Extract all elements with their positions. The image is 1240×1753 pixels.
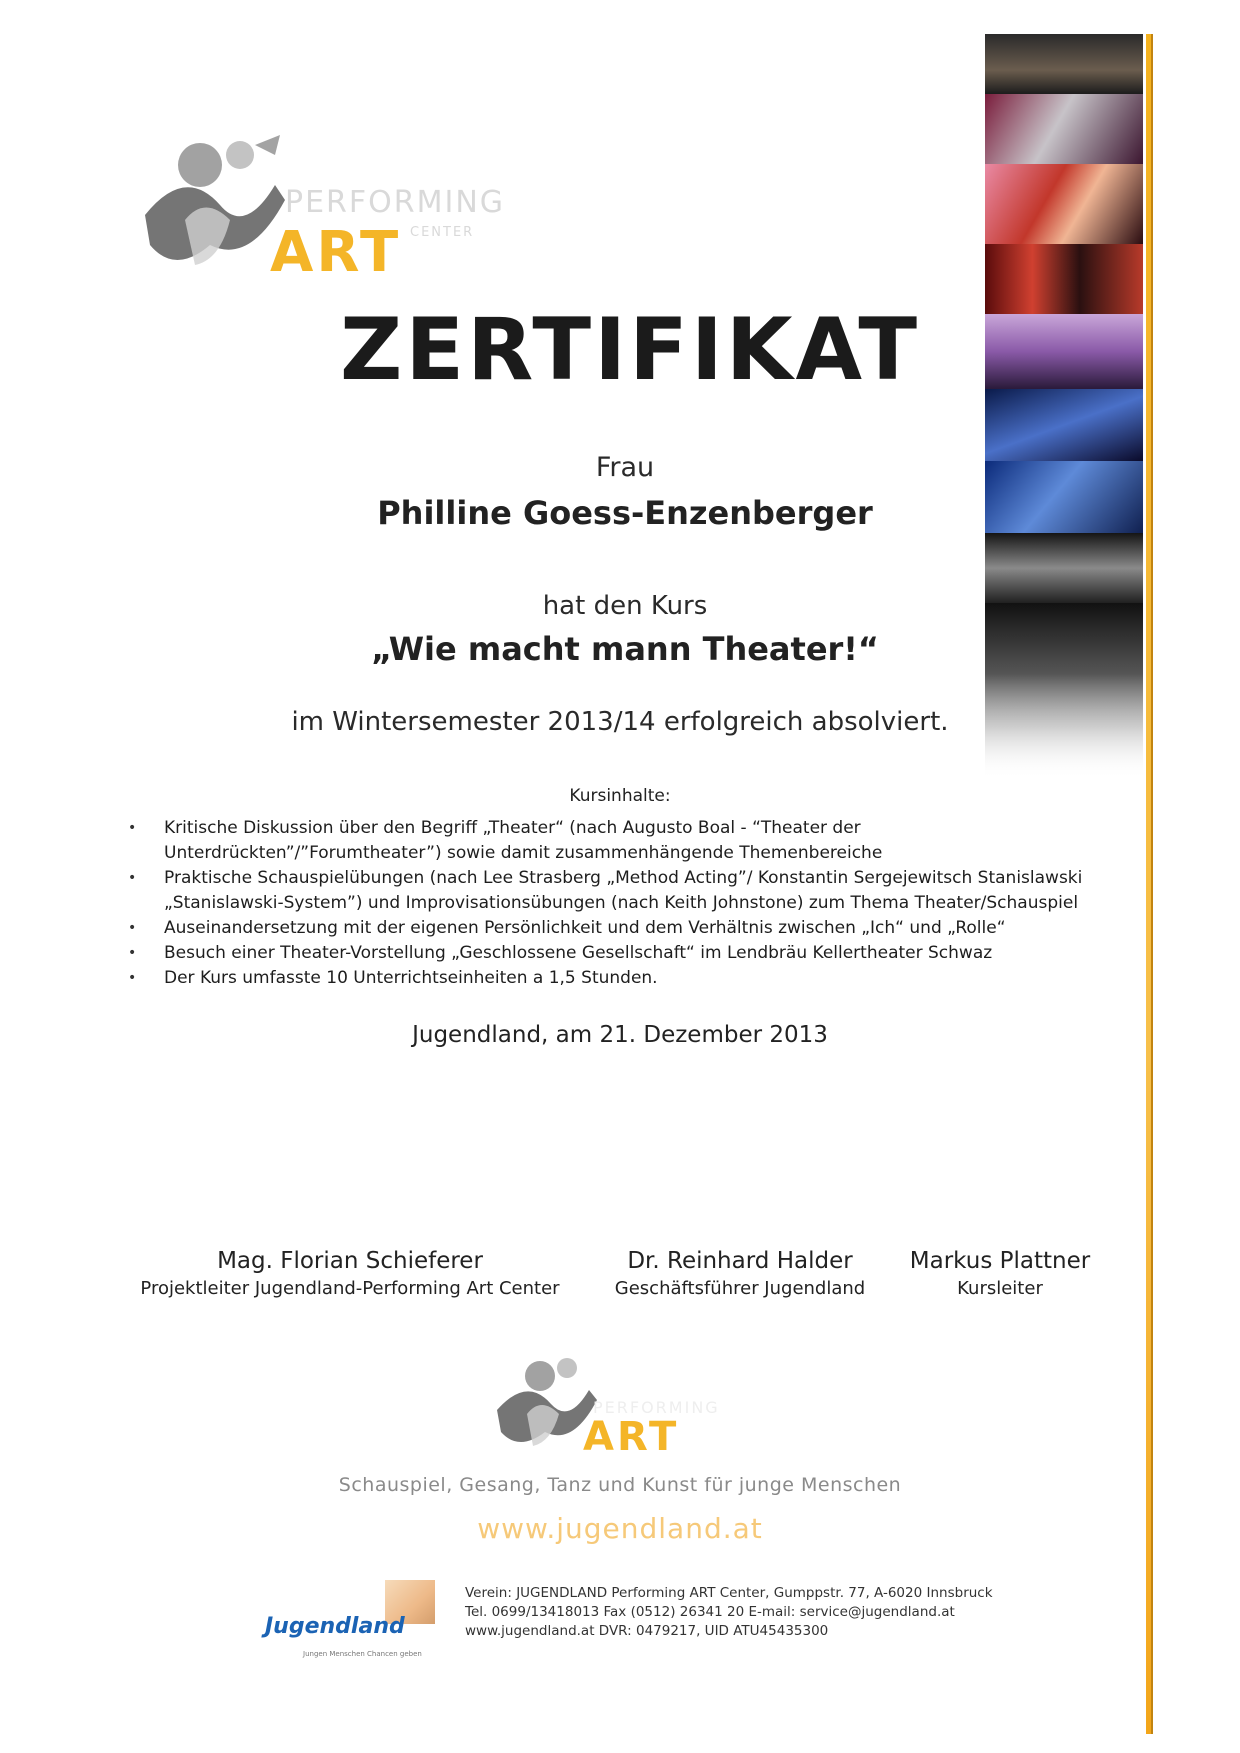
signatory-course-leader [890,1248,1110,1299]
certificate-title: ZERTIFIKAT [339,300,921,400]
footer-website-link[interactable]: www.jugendland.at [477,1512,763,1545]
photo-redhead-portrait [985,164,1143,244]
address-line: Verein: JUGENDLAND Performing ART Center, Gumppstr. 77, A-6020 Innsbruck [465,1585,993,1601]
list-item: • Besuch einer Theater-Vorstellung „Geschlossene Gesellschaft“ im Lendbräu Kellertheater Schwaz [128,941,1128,966]
footer-address-block [465,1584,1025,1641]
photo-dancer-kick [985,94,1143,164]
logo-performing-text: PERFORMING [285,185,506,220]
signatory-project-lead [130,1248,570,1299]
logo-art-text: ART [270,220,402,285]
signatory-role: Geschäftsführer Jugendland [614,1278,866,1299]
address-line: www.jugendland.at DVR: 0479217, UID ATU45435300 [465,1623,829,1639]
photo-stage-show [985,533,1143,603]
footer-tagline: Schauspiel, Gesang, Tanz und Kunst für junge Menschen [338,1474,902,1496]
photo-band-blue [985,389,1143,461]
performing-art-logo [125,125,545,305]
course-contents-heading: Kursinhalte: [569,786,671,806]
jugendland-logo-text: Jugendland [265,1614,405,1639]
signatory-role: Kursleiter [957,1278,1043,1299]
photo-umbrella-duo [985,461,1143,533]
signatory-name: Dr. Reinhard Halder [627,1248,853,1274]
course-intro: hat den Kurs [542,591,708,621]
recipient-salutation: Frau [595,452,655,483]
signatory-name: Mag. Florian Schieferer [217,1248,483,1274]
place-and-date: Jugendland, am 21. Dezember 2013 [412,1022,828,1048]
jugendland-logo [265,1578,445,1673]
photo-group-red [985,244,1143,314]
logo-art-text: ART [583,1414,680,1460]
signatory-role: Projektleiter Jugendland-Performing Art Center [140,1278,560,1299]
completion-statement: im Wintersemester 2013/14 erfolgreich absolviert. [291,707,949,737]
jugendland-logo-subtitle: Jungen Menschen Chancen geben [303,1650,422,1658]
logo-performing-text: PERFORMING [593,1398,720,1417]
list-item: • Praktische Schauspielübungen (nach Lee Strasberg „Method Acting”/ Konstantin Sergejewitsch Stanislawski „Stanislawski-System”) und Improvisationsübungen (nach Keith Johnstone) zum Thema Theater/Schauspiel [128,866,1128,916]
orange-border-shadow [1151,34,1153,1734]
photo-choir-stage [985,314,1143,389]
course-name: „Wie macht mann Theater!“ [371,630,879,668]
address-line: Tel. 0699/13418013 Fax (0512) 26341 20 E-mail: service@jugendland.at [465,1604,955,1620]
performing-art-logo-small [485,1348,765,1468]
signatory-name: Markus Plattner [909,1248,1091,1274]
photo-strip [985,34,1143,779]
logo-center-text: CENTER [410,225,475,240]
list-item: • Der Kurs umfasste 10 Unterrichtseinheiten a 1,5 Stunden. [128,966,1128,991]
list-item: • Auseinandersetzung mit der eigenen Persönlichkeit und dem Verhältnis zwischen „Ich“ und „Rolle“ [128,916,1128,941]
course-contents-list [128,816,1128,991]
list-item: • Kritische Diskussion über den Begriff „Theater“ (nach Augusto Boal - “Theater der Unterdrückten”/”Forumtheater”) sowie damit zusammenhängende Themenbereiche [128,816,1128,866]
recipient-name: Philline Goess-Enzenberger [377,494,873,532]
signatory-managing-director [590,1248,890,1299]
photo-performer-mask [985,34,1143,94]
